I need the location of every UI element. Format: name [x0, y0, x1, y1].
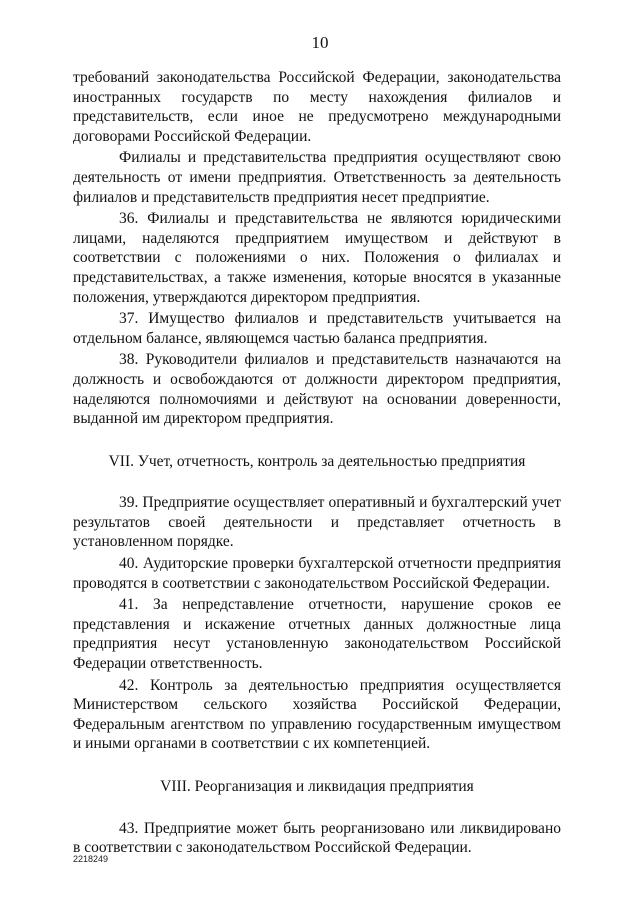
paragraph-continuation: требований законодательства Российской Федерации, законодательства иностранных государств по месту нахождения филиалов и представительств, если иное не предусмотрено международными договорами Российской Федерации.: [73, 69, 561, 145]
paragraph-42: 42. Контроль за деятельностью предприятия осуществляется Министерством сельского хозяйства Российской Федерации, Федеральным агентством по управлению государственным имуществом и иными органами в соответствии с их компетенцией.: [73, 676, 561, 753]
paragraph-40: 40. Аудиторские проверки бухгалтерской отчетности предприятия проводятся в соответствии с законодательством Российской Федерации.: [73, 555, 561, 592]
section-heading-vii: VII. Учет, отчетность, контроль за деятельностью предприятия: [108, 452, 526, 470]
paragraph-41: 41. За непредставление отчетности, нарушение сроков ее представления и искажение отчетных данных должностные лица предприятия несут установленную законодательством Российской Федерации ответственность.: [73, 596, 561, 673]
page-number: 10: [311, 33, 329, 52]
paragraph-37: 37. Имущество филиалов и представительств учитывается на отдельном балансе, являющемся частью баланса предприятия.: [73, 310, 561, 347]
document-body: [73, 68, 561, 860]
paragraph-38: 38. Руководители филиалов и представительств назначаются на должность и освобождаются от должности директором предприятия, наделяются полномочиями и действуют на основании доверенности, выданной им директором предприятия.: [73, 351, 561, 428]
paragraph-43: 43. Предприятие может быть реорганизовано или ликвидировано в соответствии с законодательством Российской Федерации.: [73, 819, 561, 857]
footer-document-code: 2218249: [73, 854, 109, 864]
paragraph-39: 39. Предприятие осуществляет оперативный и бухгалтерский учет результатов своей деятельности и представляет отчетность в установленном порядке.: [73, 494, 561, 551]
section-heading-viii: VIII. Реорганизация и ликвидация предприятия: [160, 778, 474, 795]
paragraph-36: 36. Филиалы и представительства не являются юридическими лицами, наделяются предприятием имуществом и действуют в соответствии с положениями о них. Положения о филиалах и представительствах, а также изменения, которые вносятся в указанные положения, утверждаются директором предприятия.: [73, 210, 561, 306]
paragraph-branches-activity: Филиалы и представительства предприятия осуществляют свою деятельность от имени предприятия. Ответственность за деятельность филиалов и представительств предприятия несет предприятие.: [73, 149, 561, 206]
